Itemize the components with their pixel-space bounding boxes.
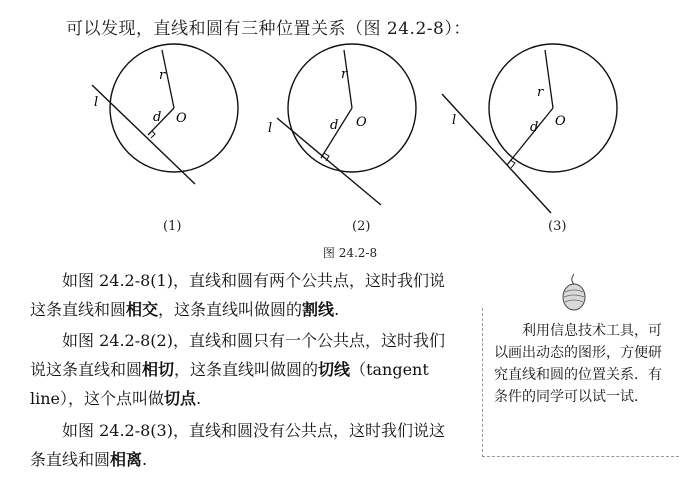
info-tech-tip-box xyxy=(482,308,682,460)
label-r: r xyxy=(537,85,544,100)
paragraph-text: . xyxy=(334,300,340,319)
term-tangent: 相切 xyxy=(142,360,175,379)
figure-2-tangent xyxy=(268,44,416,205)
line-l xyxy=(442,94,551,213)
paragraph-tangent xyxy=(30,326,460,413)
tip-paragraph: 利用信息技术工具，可以画出动态的图形，方便研究直线和圆的位置关系．有条件的同学可以试一试． xyxy=(494,323,662,405)
label-l: l xyxy=(452,113,457,128)
paragraph-text: ，这条直线叫做圆的 xyxy=(158,300,303,319)
term-tangent-line: 切线 xyxy=(318,360,351,379)
label-d: d xyxy=(153,110,162,125)
term-intersect: 相交 xyxy=(126,300,159,319)
paragraph-separate xyxy=(30,416,460,474)
intro-text: 可以发现，直线和圆有三种位置关系（图 24.2-8）： xyxy=(66,19,471,39)
paragraph-secant xyxy=(30,266,460,324)
tip-text xyxy=(494,320,672,408)
label-r: r xyxy=(341,67,348,82)
paragraph-text: 如图 24.2-8(3)，直线和圆没有公共点，这时我们说这条直线和圆 xyxy=(30,421,445,469)
figure-3-caption: (3) xyxy=(548,219,567,234)
distance-d xyxy=(507,108,553,165)
paragraph-text: ，这条直线叫做圆的 xyxy=(174,360,319,379)
paragraph-text: 如图 24.2-8(2)，直线和圆只有一个公共点，这时我们说这条直线和圆 xyxy=(30,331,445,379)
paragraph-text: . xyxy=(142,450,148,469)
label-d: d xyxy=(530,120,539,135)
paragraph-text: . xyxy=(196,389,202,408)
term-separate: 相离 xyxy=(110,450,143,469)
figure-1-secant xyxy=(92,44,238,184)
label-l: l xyxy=(94,95,99,110)
mouse-icon xyxy=(557,272,591,312)
label-r: r xyxy=(159,68,166,83)
term-tangent-point: 切点 xyxy=(164,389,197,408)
label-o: O xyxy=(356,115,367,130)
figure-title: 图 24.2-8 xyxy=(322,246,378,260)
term-secant: 割线 xyxy=(302,300,335,319)
label-d: d xyxy=(330,118,339,133)
radius-r xyxy=(545,50,553,108)
paragraph-text: （tangent line），这个点叫做 xyxy=(30,360,429,408)
label-o: O xyxy=(555,114,566,129)
label-o: O xyxy=(176,111,187,126)
line-l xyxy=(277,118,381,205)
figure-1-caption: (1) xyxy=(163,219,182,234)
paragraph-text: 如图 24.2-8(1)，直线和圆有两个公共点，这时我们说这条直线和圆 xyxy=(30,271,445,319)
right-angle-mark xyxy=(324,153,329,161)
figure-2-caption: (2) xyxy=(352,219,371,234)
line-l xyxy=(92,85,195,184)
distance-d xyxy=(321,108,352,158)
figure-3-separate xyxy=(442,44,617,213)
label-l: l xyxy=(268,121,273,136)
